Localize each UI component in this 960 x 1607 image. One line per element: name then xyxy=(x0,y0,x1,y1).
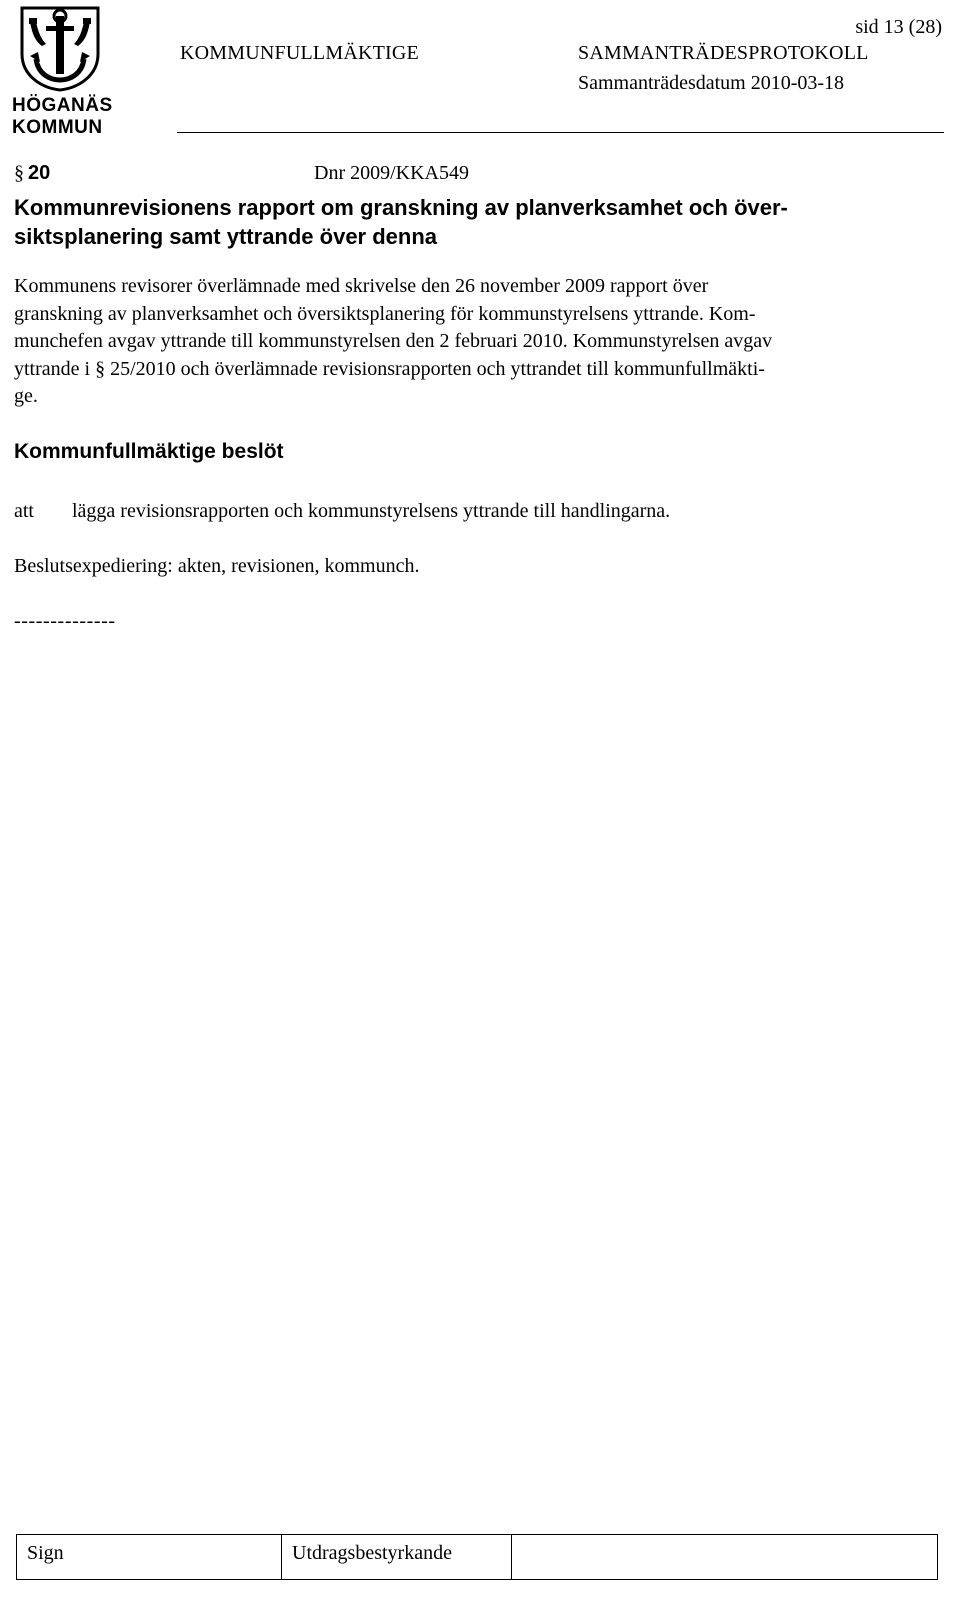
body-line-part: 25/2010 och överlämnade revisionsrapporten och yttrandet till kommunfullmäkti- xyxy=(110,357,765,380)
extract-certification-cell: Utdragsbestyrkande xyxy=(282,1535,512,1579)
meeting-date: Sammanträdesdatum 2010-03-18 xyxy=(578,72,845,94)
logo-text-line1: HÖGANÄS xyxy=(12,95,113,116)
decision-expedition: Beslutsexpediering: akten, revisionen, kommunch. xyxy=(14,555,420,577)
separator-line: -------------- xyxy=(14,610,116,632)
body-name: KOMMUNFULLMÄKTIGE xyxy=(180,42,419,64)
hoganas-kommun-logo xyxy=(12,4,122,138)
body-line: munchefen avgav yttrande till kommunstyrelsen den 2 februari 2010. Kommunstyrelsen avgav xyxy=(14,330,773,352)
signature-footer xyxy=(16,1534,938,1580)
page-number: sid 13 (28) xyxy=(855,16,942,38)
sign-cell: Sign xyxy=(17,1535,282,1579)
coat-of-arms-anchor-icon xyxy=(16,4,104,92)
body-line xyxy=(14,356,944,384)
body-line-part: yttrande i xyxy=(14,357,91,380)
item-title-line: siktsplanering samt yttrande över denna xyxy=(14,224,438,249)
item-body xyxy=(14,273,944,411)
body-line: granskning av planverksamhet och översiktsplanering för kommunstyrelsens yttrande. Kom- xyxy=(14,302,756,325)
document-type: SAMMANTRÄDESPROTOKOLL xyxy=(578,42,869,64)
decision-att: att xyxy=(14,500,34,522)
body-line: Kommunens revisorer överlämnade med skrivelse den 26 november 2009 rapport över xyxy=(14,275,709,297)
item-title xyxy=(14,193,934,251)
logo-text-line2: KOMMUN xyxy=(12,117,103,138)
decision-heading: Kommunfullmäktige beslöt xyxy=(14,440,284,463)
item-title-line: Kommunrevisionens rapport om granskning av planverksamhet och över- xyxy=(14,195,788,220)
body-line: ge. xyxy=(14,385,38,407)
diary-number: Dnr 2009/KKA549 xyxy=(314,162,469,184)
section-sign-icon: § xyxy=(14,162,24,184)
header-divider xyxy=(177,132,944,133)
decision-text: lägga revisionsrapporten och kommunstyrelsens yttrande till handlingarna. xyxy=(72,500,671,522)
section-number xyxy=(14,162,50,185)
section-sign-icon: § xyxy=(95,357,106,380)
footer-empty-cell xyxy=(512,1535,937,1579)
item-number: 20 xyxy=(28,162,51,184)
